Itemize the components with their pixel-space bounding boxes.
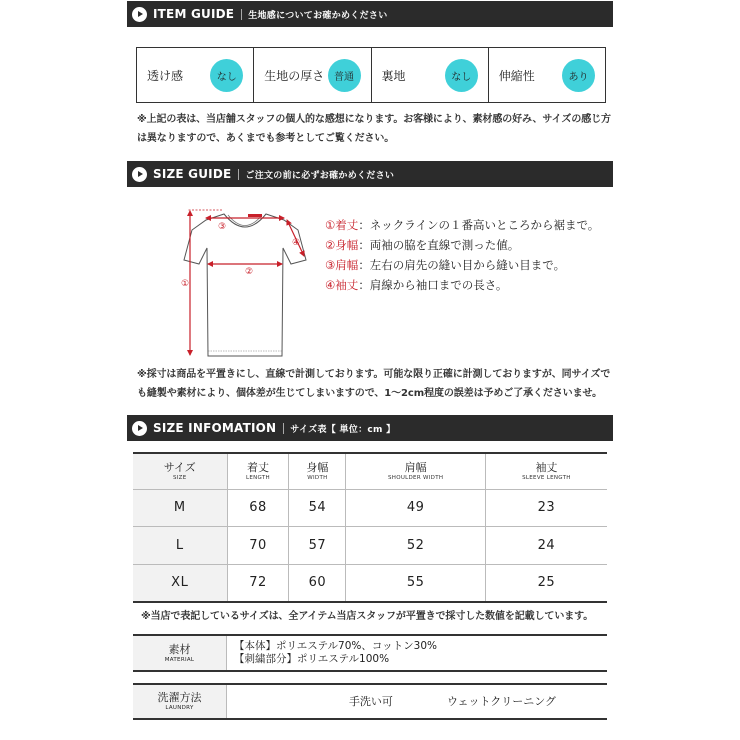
- definition-key: ④袖丈: [325, 278, 359, 292]
- definition-text: ：肩線から袖口までの長さ。: [358, 278, 508, 292]
- cell-value: 52: [346, 527, 485, 565]
- table-row: [133, 527, 607, 565]
- column-header-size: サイズ SIZE: [133, 453, 227, 489]
- cell-value: 60: [289, 564, 346, 602]
- marker-sleeve: ④: [292, 238, 301, 248]
- header-divider: [283, 423, 284, 434]
- tshirt-label-tag: [248, 214, 262, 217]
- cell-value: 23: [485, 489, 607, 527]
- guide-label: 生地の厚さ: [264, 68, 325, 83]
- table-row: [133, 564, 607, 602]
- cell-value: 72: [227, 564, 289, 602]
- item-guide-box: [136, 47, 606, 103]
- definition-text: ：左右の肩先の縫い目から縫い目まで。: [358, 258, 566, 272]
- cell-size: XL: [133, 564, 227, 602]
- laundry-item: 手洗い可: [348, 695, 393, 708]
- guide-label: 裏地: [381, 68, 406, 83]
- note-line: ※採寸は商品を平置きにし、直線で計測しております。可能な限り正確に計測しておりますが、同サイズで: [137, 369, 611, 380]
- chevron-right-icon: [132, 7, 147, 22]
- cell-size: M: [133, 489, 227, 527]
- size-info-header: [127, 415, 613, 441]
- cell-value: 55: [346, 564, 485, 602]
- definition-length: [325, 215, 599, 235]
- laundry-value-cell: [227, 685, 607, 718]
- laundry-label-cell: [133, 685, 227, 718]
- guide-cell-transparency: [137, 48, 254, 102]
- header-divider: [238, 169, 239, 180]
- size-info-subtitle: サイズ表【 単位：cm 】: [290, 424, 396, 435]
- guide-value-badge: なし: [445, 59, 478, 92]
- size-info-note: ※当店で表記しているサイズは、全アイテム当店スタッフが平置きで採寸した数値を記載しています。: [141, 611, 594, 622]
- item-guide-subtitle: 生地感についてお確かめください: [248, 10, 388, 21]
- item-guide-note: [137, 110, 611, 148]
- size-guide-note: [137, 365, 610, 403]
- marker-width: ②: [245, 267, 254, 277]
- size-guide-subtitle: ご注文の前に必ずお確かめください: [245, 170, 395, 181]
- laundry-item: ウェットクリーニング: [446, 695, 557, 708]
- definition-width: [325, 235, 599, 255]
- definition-key: ①着丈: [325, 218, 359, 232]
- marker-shoulder: ③: [218, 222, 227, 232]
- material-row: [133, 634, 607, 672]
- cell-value: 70: [227, 527, 289, 565]
- guide-value-badge: 普通: [328, 59, 361, 92]
- definition-shoulder: [325, 255, 599, 275]
- definition-sleeve: [325, 275, 599, 295]
- definition-key: ②身幅: [325, 238, 359, 252]
- guide-value-badge: あり: [562, 59, 595, 92]
- chevron-right-icon: [132, 167, 147, 182]
- definition-key: ③肩幅: [325, 258, 359, 272]
- size-info-title: SIZE INFOMATION: [153, 421, 277, 435]
- material-line: 【本体】ポリエステル70%、コットン30%: [234, 640, 438, 652]
- material-label-en: MATERIAL: [164, 656, 195, 663]
- item-guide-title: ITEM GUIDE: [153, 7, 235, 21]
- cell-value: 54: [289, 489, 346, 527]
- cell-size: L: [133, 527, 227, 565]
- guide-label: 伸縮性: [498, 68, 535, 83]
- laundry-label: 洗濯方法: [157, 691, 202, 704]
- definition-text: ：ネックラインの１番高いところから裾まで。: [358, 218, 600, 232]
- table-row: [133, 489, 607, 527]
- measurement-definitions: [325, 215, 599, 295]
- size-guide-header: [127, 161, 613, 187]
- cell-value: 57: [289, 527, 346, 565]
- cell-value: 24: [485, 527, 607, 565]
- note-line: は異なりますので、あくまでも参考としてご覧ください。: [137, 133, 395, 144]
- cell-value: 49: [346, 489, 485, 527]
- tshirt-diagram: [178, 204, 318, 364]
- item-guide-header: [127, 1, 613, 27]
- cell-value: 68: [227, 489, 289, 527]
- header-divider: [241, 9, 242, 20]
- table-header-row: [133, 453, 607, 489]
- guide-label: 透け感: [147, 68, 184, 83]
- chevron-right-icon: [132, 421, 147, 436]
- guide-value-badge: なし: [210, 59, 243, 92]
- marker-length: ①: [181, 279, 190, 289]
- cell-value: 25: [485, 564, 607, 602]
- column-header-shoulder: 肩幅 SHOULDER WIDTH: [346, 453, 485, 489]
- guide-cell-thickness: [254, 48, 371, 102]
- column-header-length: 着丈 LENGTH: [227, 453, 289, 489]
- column-header-width: 身幅 WIDTH: [289, 453, 346, 489]
- note-line: ※上記の表は、当店舗スタッフの個人的な感想になります。お客様により、素材感の好み、サイズの感じ方: [137, 114, 611, 125]
- laundry-row: [133, 683, 607, 720]
- guide-cell-lining: [372, 48, 489, 102]
- size-table: [133, 452, 607, 603]
- tshirt-outline: [184, 214, 306, 356]
- material-line: 【刺繍部分】ポリエステル100%: [234, 653, 390, 665]
- material-label-cell: [133, 636, 227, 670]
- material-value-cell: [227, 636, 607, 670]
- column-header-sleeve: 袖丈 SLEEVE LENGTH: [485, 453, 607, 489]
- guide-cell-stretch: [489, 48, 605, 102]
- definition-text: ：両袖の脇を直線で測った値。: [358, 238, 520, 252]
- laundry-label-en: LAUNDRY: [165, 705, 194, 711]
- note-line: も縫製や素材により、個体差が生じてしまいますので、1〜2cm程度の誤差は予めご了承くださいませ。: [137, 388, 602, 399]
- material-label: 素材: [168, 642, 191, 656]
- size-guide-title: SIZE GUIDE: [153, 167, 232, 181]
